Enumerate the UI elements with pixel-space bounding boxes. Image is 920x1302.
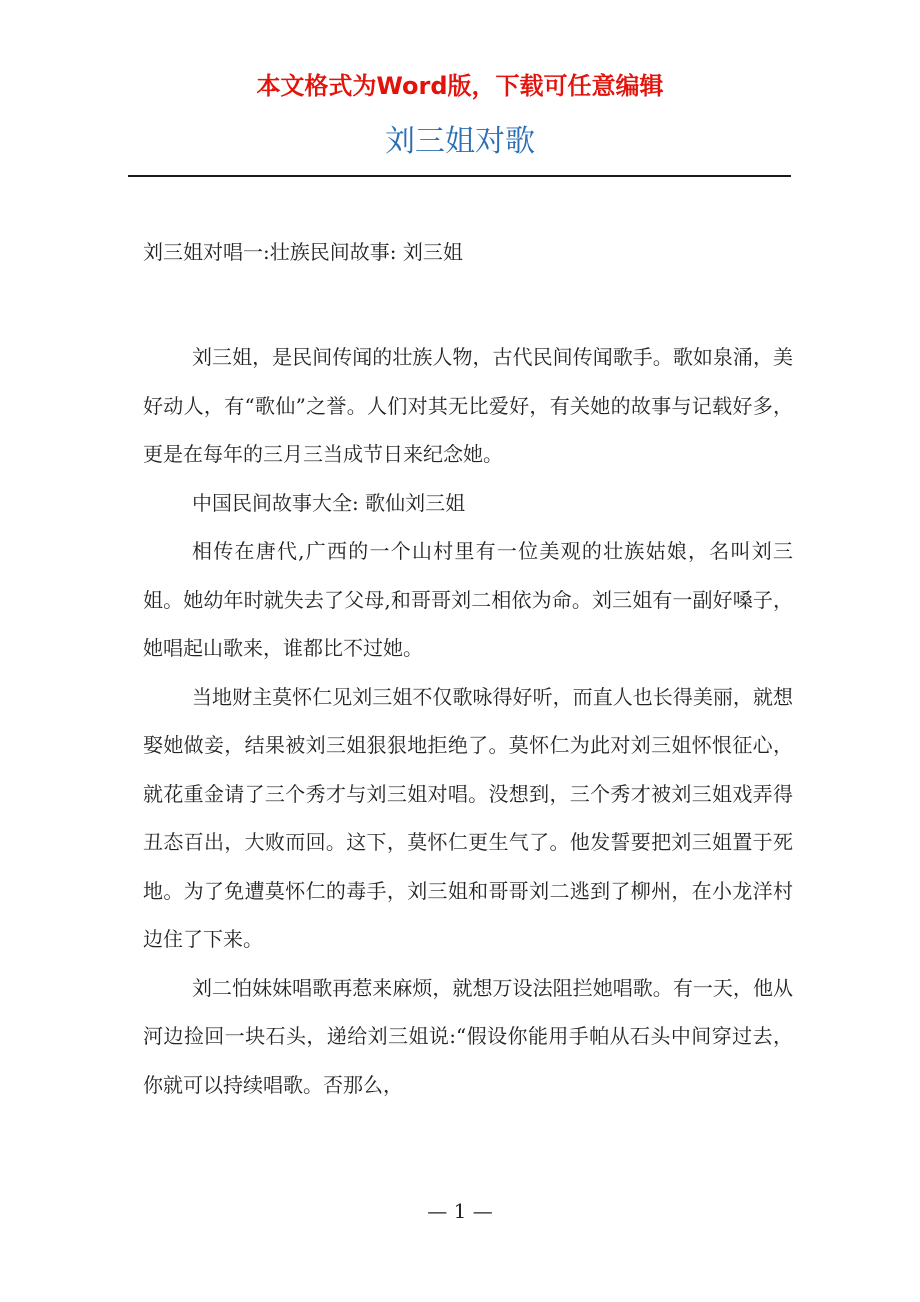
paragraph: 当地财主莫怀仁见刘三姐不仅歌咏得好听，而直人也长得美丽，就想娶她做妾，结果被刘三姐狠狠地拒绝了。莫怀仁为此对刘三姐怀恨征心，就花重金请了三个秀才与刘三姐对唱。没想到，三个秀才被刘三姐戏弄得丑态百出，大败而回。这下，莫怀仁更生气了。他发誓要把刘三姐置于死地。为了免遭莫怀仁的毒手，刘三姐和哥哥刘二逃到了柳州，在小龙洋村边住了下来。 — [143, 684, 793, 951]
paragraph: 中国民间故事大全: 歌仙刘三姐 — [192, 490, 466, 515]
document-title: 刘三姐对歌 — [385, 124, 535, 159]
paragraph: 刘二怕妹妹唱歌再惹来麻烦，就想万设法阻拦她唱歌。有一天，他从河边捡回一块石头，递给刘三姐说:“假设你能用手帕从石头中间穿过去，你就可以持续唱歌。否那么， — [143, 975, 793, 1097]
page-number: — 1 — — [427, 1199, 493, 1223]
title-divider — [128, 175, 791, 177]
paragraph: 刘三姐，是民间传闻的壮族人物，古代民间传闻歌手。歌如泉涌，美好动人，有“歌仙”之誉。人们对其无比爱好，有关她的故事与记载好多，更是在每年的三月三当成节日来纪念她。 — [143, 345, 793, 466]
paragraph: 相传在唐代,广西的一个山村里有一位美观的壮族姑娘，名叫刘三姐。她幼年时就失去了父母,和哥哥刘二相依为命。刘三姐有一副好嗓子，她唱起山歌来，谁都比不过她。 — [143, 539, 793, 660]
document-body — [143, 333, 793, 1109]
section-heading: 刘三姐对唱一:壮族民间故事: 刘三姐 — [143, 240, 463, 264]
format-notice-banner: 本文格式为Word版，下载可任意编辑 — [256, 72, 664, 100]
